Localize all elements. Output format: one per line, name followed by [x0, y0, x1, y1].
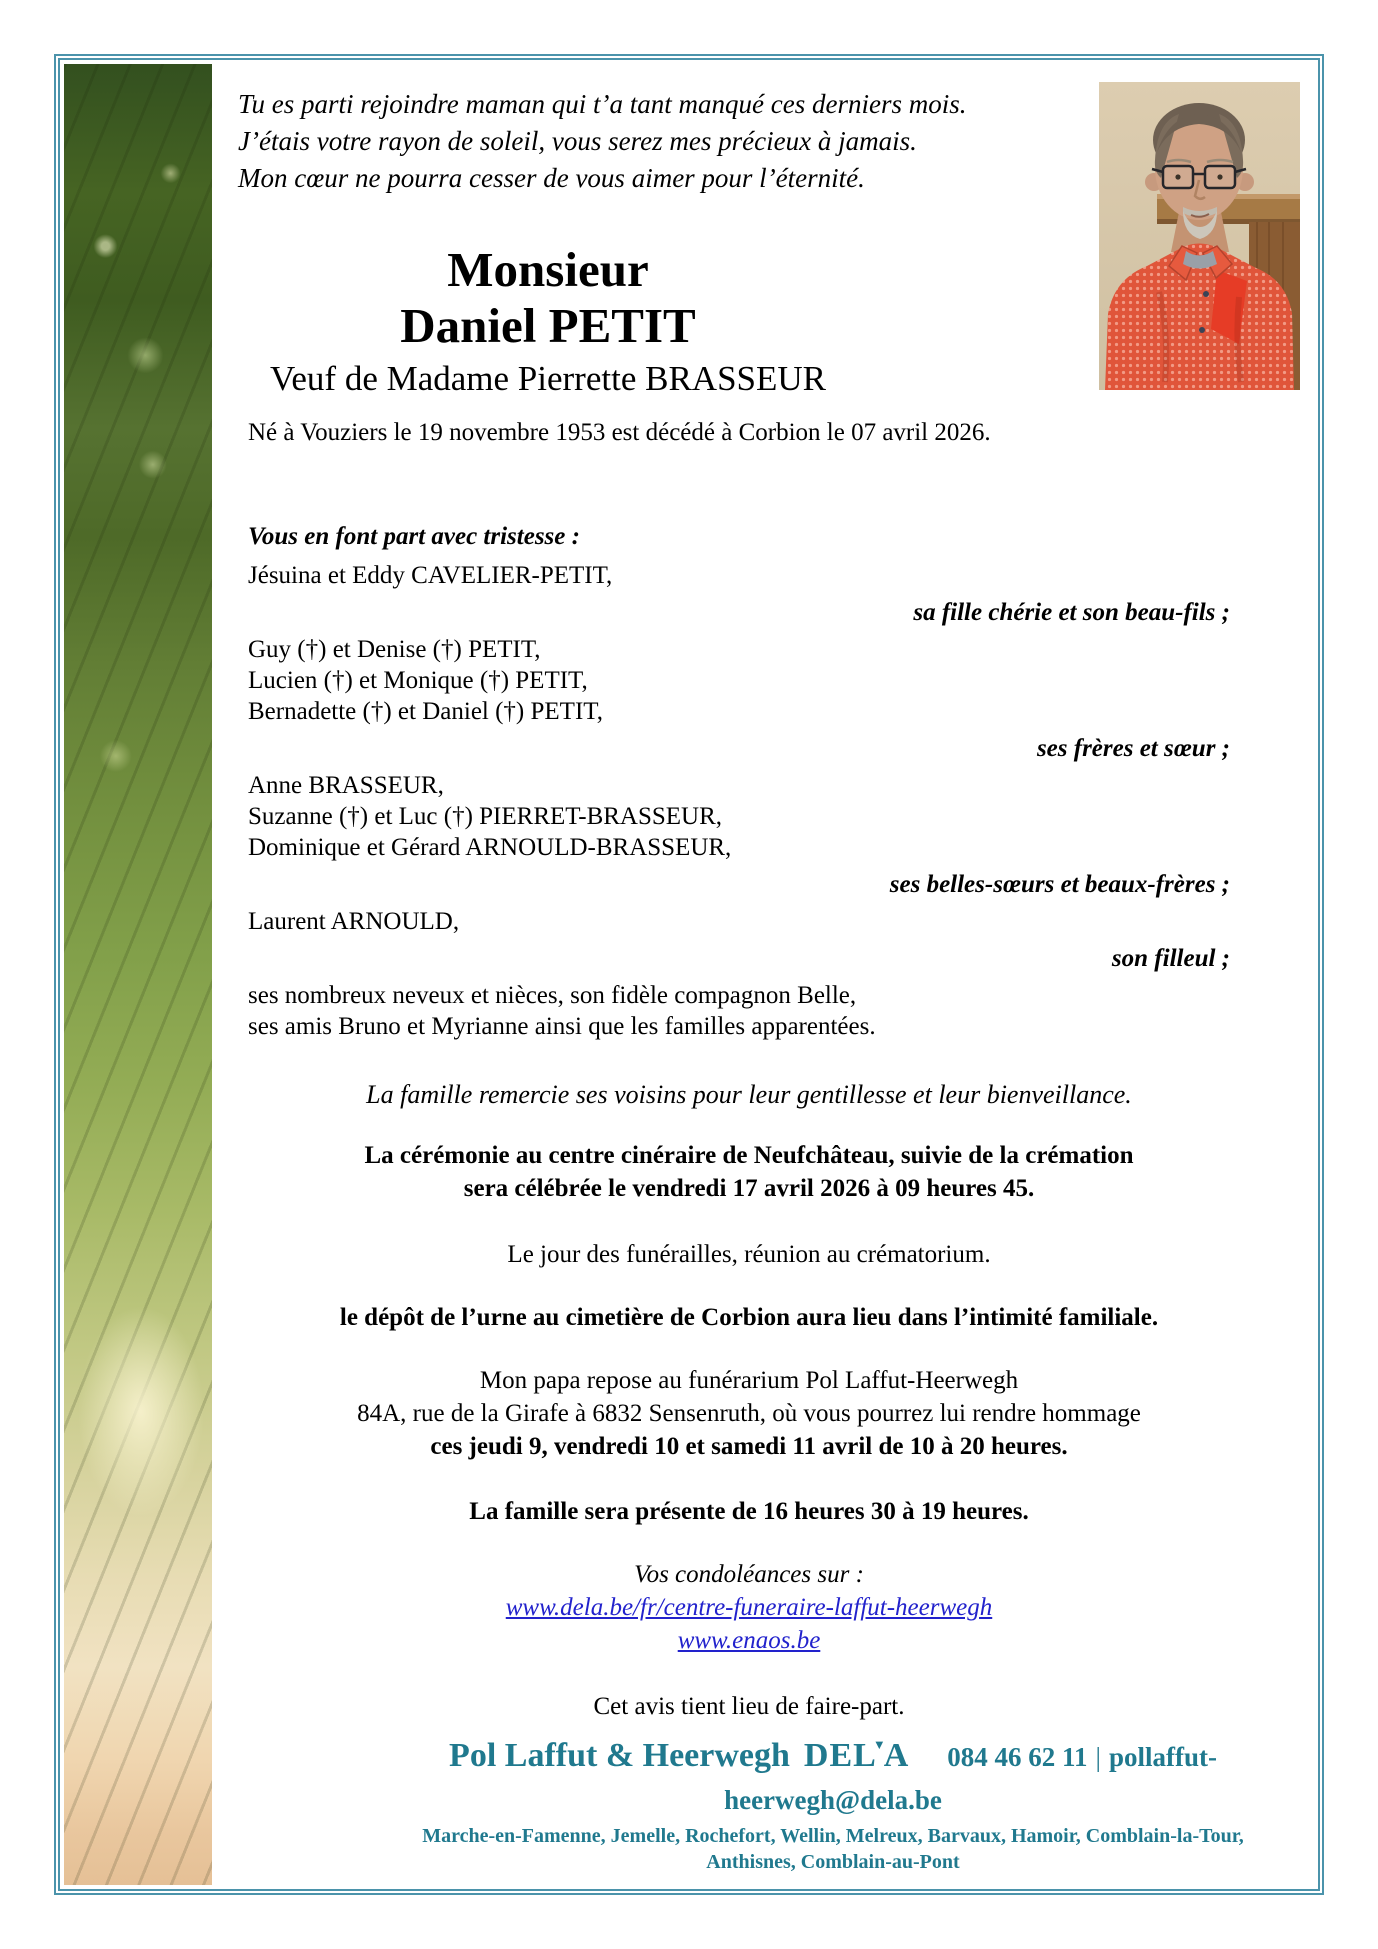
- family-line: ses nombreux neveux et nièces, son fidèle compagnon Belle,: [248, 982, 857, 1009]
- dela-triangle-icon: ▼: [872, 1737, 887, 1752]
- presence-line: La famille sera présente de 16 heures 30 à 19 heures.: [469, 1498, 1029, 1525]
- footer-separator: |: [1095, 1742, 1101, 1772]
- birth-death-line: Né à Vouziers le 19 novembre 1953 est décédé à Corbion le 07 avril 2026.: [248, 419, 991, 446]
- family-line: Jésuina et Eddy CAVELIER-PETIT,: [248, 562, 613, 589]
- footer-email: pollaffut-heerwegh@dela.be: [724, 1742, 1217, 1815]
- relation-label: ses frères et sœur ;: [1036, 735, 1230, 762]
- family-line: Anne BRASSEUR,: [248, 772, 444, 799]
- salutation: Monsieur: [447, 242, 649, 297]
- memorial-quote: [238, 86, 1310, 197]
- family-line: ses amis Bruno et Myrianne ainsi que les familles apparentées.: [248, 1013, 876, 1040]
- reunion-line: Le jour des funérailles, réunion au crématorium.: [507, 1241, 991, 1268]
- funeral-home-name: Pol Laffut & Heerwegh: [449, 1737, 790, 1774]
- repose-hours-line: ces jeudi 9, vendredi 10 et samedi 11 avril de 10 à 20 heures.: [430, 1433, 1068, 1460]
- family-line: Bernadette (†) et Daniel (†) PETIT,: [248, 698, 603, 725]
- quote-line: Mon cœur ne pourra cesser de vous aimer pour l’éternité.: [238, 163, 865, 193]
- family-line: Lucien (†) et Monique (†) PETIT,: [248, 667, 588, 694]
- funeral-home-footer: [376, 1724, 1290, 1875]
- family-list: [218, 560, 1310, 1042]
- footer-phone: 084 46 62 11: [947, 1742, 1088, 1772]
- family-line: Guy (†) et Denise (†) PETIT,: [248, 636, 541, 663]
- ceremony-line: sera célébrée le vendredi 17 avril 2026 à 09 heures 45.: [463, 1175, 1035, 1202]
- condolences-link-dela[interactable]: www.dela.be/fr/centre-funeraire-laffut-heerwegh: [505, 1594, 993, 1621]
- dela-logo-text: DEL: [803, 1737, 877, 1774]
- repose-line: 84A, rue de la Girafe à 6832 Sensenruth, où vous pourrez lui rendre hommage: [357, 1400, 1141, 1427]
- announcement-intro: Vous en font part avec tristesse :: [248, 523, 580, 550]
- family-line: Suzanne (†) et Luc (†) PIERRET-BRASSEUR,: [248, 803, 723, 830]
- forest-path-image: [64, 64, 212, 1885]
- dela-logo-text: A: [883, 1737, 910, 1774]
- widower-subtitle: Veuf de Madame Pierrette BRASSEUR: [269, 359, 827, 398]
- deceased-name: Daniel PETIT: [400, 298, 696, 353]
- condolences-link-enaos[interactable]: www.enaos.be: [677, 1627, 821, 1654]
- repose-block: [248, 1364, 1250, 1463]
- thanks-line: La famille remercie ses voisins pour leur gentillesse et leur bienveillance.: [366, 1080, 1132, 1109]
- dela-logo: [804, 1737, 909, 1774]
- faire-part-notice: Cet avis tient lieu de faire-part.: [593, 1693, 905, 1720]
- condolences-label: Vos condoléances sur :: [634, 1561, 864, 1588]
- relation-label: sa fille chérie et son beau-fils ;: [913, 599, 1230, 626]
- relation-label: ses belles-sœurs et beaux-frères ;: [889, 871, 1230, 898]
- page-border-frame: [54, 54, 1324, 1895]
- condolences-block: [248, 1558, 1250, 1657]
- service-details: [218, 1078, 1310, 1723]
- quote-line: J’étais votre rayon de soleil, vous serez mes précieux à jamais.: [238, 126, 917, 156]
- quote-line: Tu es parti rejoindre maman qui t’a tant manqué ces derniers mois.: [238, 89, 967, 119]
- relation-label: son filleul ;: [1111, 945, 1230, 972]
- footer-contact: [724, 1742, 1217, 1815]
- family-line: Laurent ARNOULD,: [248, 908, 460, 935]
- repose-line: Mon papa repose au funérarium Pol Laffut-Heerwegh: [479, 1367, 1019, 1394]
- urn-line: le dépôt de l’urne au cimetière de Corbion aura lieu dans l’intimité familiale.: [339, 1304, 1159, 1331]
- main-content: [218, 60, 1310, 1889]
- footer-main-line: [376, 1724, 1290, 1821]
- ceremony-line: La cérémonie au centre cinéraire de Neufchâteau, suivie de la crémation: [364, 1142, 1134, 1169]
- title-block: [218, 242, 878, 404]
- ceremony-block: [248, 1139, 1250, 1205]
- footer-towns-list: Marche-en-Famenne, Jemelle, Rochefort, Wellin, Melreux, Barvaux, Hamoir, Comblain-la-Tour, Anthisnes, Comblain-au-Pont: [422, 1825, 1244, 1873]
- family-line: Dominique et Gérard ARNOULD-BRASSEUR,: [248, 834, 732, 861]
